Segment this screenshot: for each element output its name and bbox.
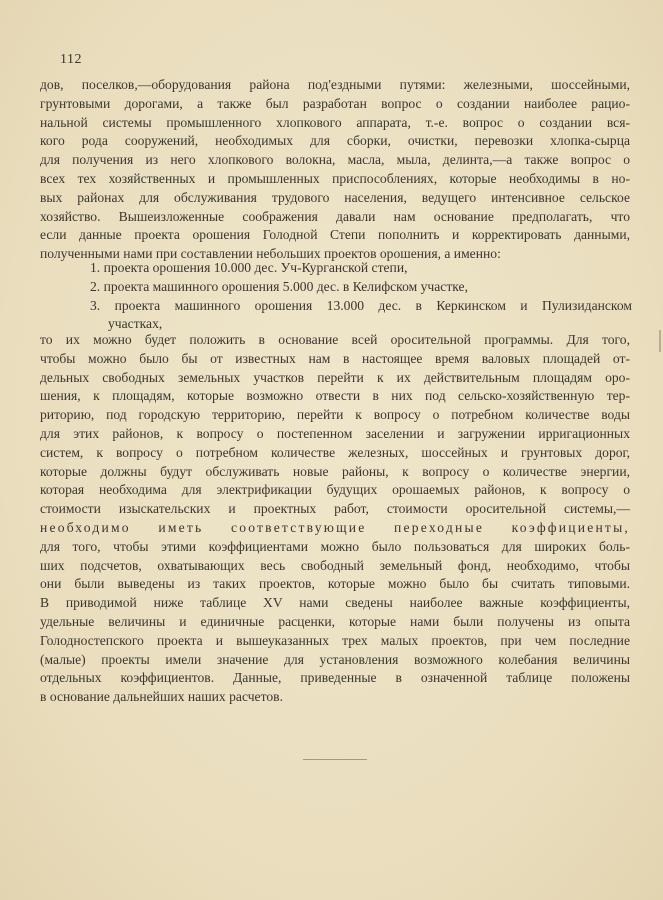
text-line: нальной системы промышленного хлопкового аппарата, т.-е. вопрос о создании вся- [40, 114, 630, 130]
list-item-continuation: участках, [108, 316, 163, 332]
text-line: грунтовыми дорогами, а также был разработан вопрос о создании наиболее рацио- [40, 95, 630, 111]
text-line: В приводимой ниже таблице XV нами сведены наиболее важные коэффициенты, [40, 595, 630, 611]
text-line: стоимости изыскательских и проектных работ, стоимости оросительной системы,— [40, 501, 630, 517]
text-line: в основание дальнейших наших расчетов. [40, 689, 283, 705]
list-item: 2. проекта машинного орошения 5.000 дес. в Келифском участке, [90, 278, 468, 294]
text-line: всех тех хозяйственных и промышленных приспособлениях, которые необходимы в но- [40, 170, 630, 186]
text-line: вых районах для обслуживания трудового населения, ведущего интенсивное сельское [40, 189, 630, 205]
list-item: 3. проекта машинного орошения 13.000 дес. в Керкинском и Пулизиданском [90, 297, 632, 313]
paragraph-intro [40, 76, 630, 264]
text-line: кого рода сооружений, необходимых для сборки, очистки, перевозки хлопка-сырца [40, 133, 630, 149]
text-line: которые должны будут обслуживать новые районы, к вопросу о количестве энергии, [40, 463, 630, 479]
list-item: 1. проекта орошения 10.000 дес. Уч-Курганской степи, [90, 260, 408, 275]
text-line: систем, к вопросу о потребном количестве железных, шоссейных и грунтовых дорог, [40, 444, 630, 460]
emphasized-line: необходимо иметь соответствующие переходные коэффициенты, [40, 519, 630, 535]
text-line: (малые) проекты имели значение для установления возможного колебания величины [40, 651, 630, 667]
text-line: отдельных коэффициентов. Данные, приведенные в означенной таблице положены [40, 670, 630, 686]
text-line: риторию, под городскую территорию, перейти к вопросу о потребном количестве воды [40, 407, 630, 423]
text-line: дельных свободных земельных участков перейти к их действительным площадям оро- [40, 369, 630, 385]
text-line: которая необходима для электрификации будущих орошаемых районов, к вопросу о [40, 482, 630, 498]
text-line: если данные проекта орошения Голодной Степи пополнить и корректировать данными, [40, 227, 630, 243]
text-line: ших подсчетов, охватывающих весь свободный земельный фонд, необходимо, чтобы [40, 557, 630, 573]
text-line: удельные величины и единичные расценки, которые нами были получены из опыта [40, 613, 630, 629]
text-line: Голодностепского проекта и вышеуказанных трех малых проектов, при чем последние [40, 632, 630, 648]
text-line: дов, поселков,—оборудования района под'ездными путями: железными, шоссейными, [40, 77, 630, 92]
text-line: то их можно будет положить в основание всей оросительной программы. Для того, [40, 332, 630, 347]
text-line: для этих районов, к вопросу о постепенном заселении и загружении ирригационных [40, 425, 630, 441]
text-line: шения, к площадям, которые возможно отвести в них под сельско-хозяйственную тер- [40, 388, 630, 404]
text-line: чтобы можно было бы от известных нам в настоящее время валовых площадей от- [40, 350, 630, 366]
text-line: полученными нами при составлении небольших проектов орошения, а именно: [40, 246, 501, 262]
text-line: для получения из него хлопкового волокна, масла, мыла, делинта,—а также вопрос о [40, 152, 630, 168]
paragraph-main [40, 331, 630, 707]
text-line: для того, чтобы этими коэффициентами можно было пользоваться для широких боль- [40, 538, 630, 554]
text-line: хозяйство. Вышеизложенные соображения давали нам основание предполагать, что [40, 208, 630, 224]
text-line: они были выведены из таких проектов, которые можно было бы считать типовыми. [40, 576, 630, 592]
page-number: 112 [60, 52, 82, 67]
project-list [90, 259, 632, 334]
scan-edge-mark [659, 330, 661, 352]
section-divider [303, 759, 367, 760]
